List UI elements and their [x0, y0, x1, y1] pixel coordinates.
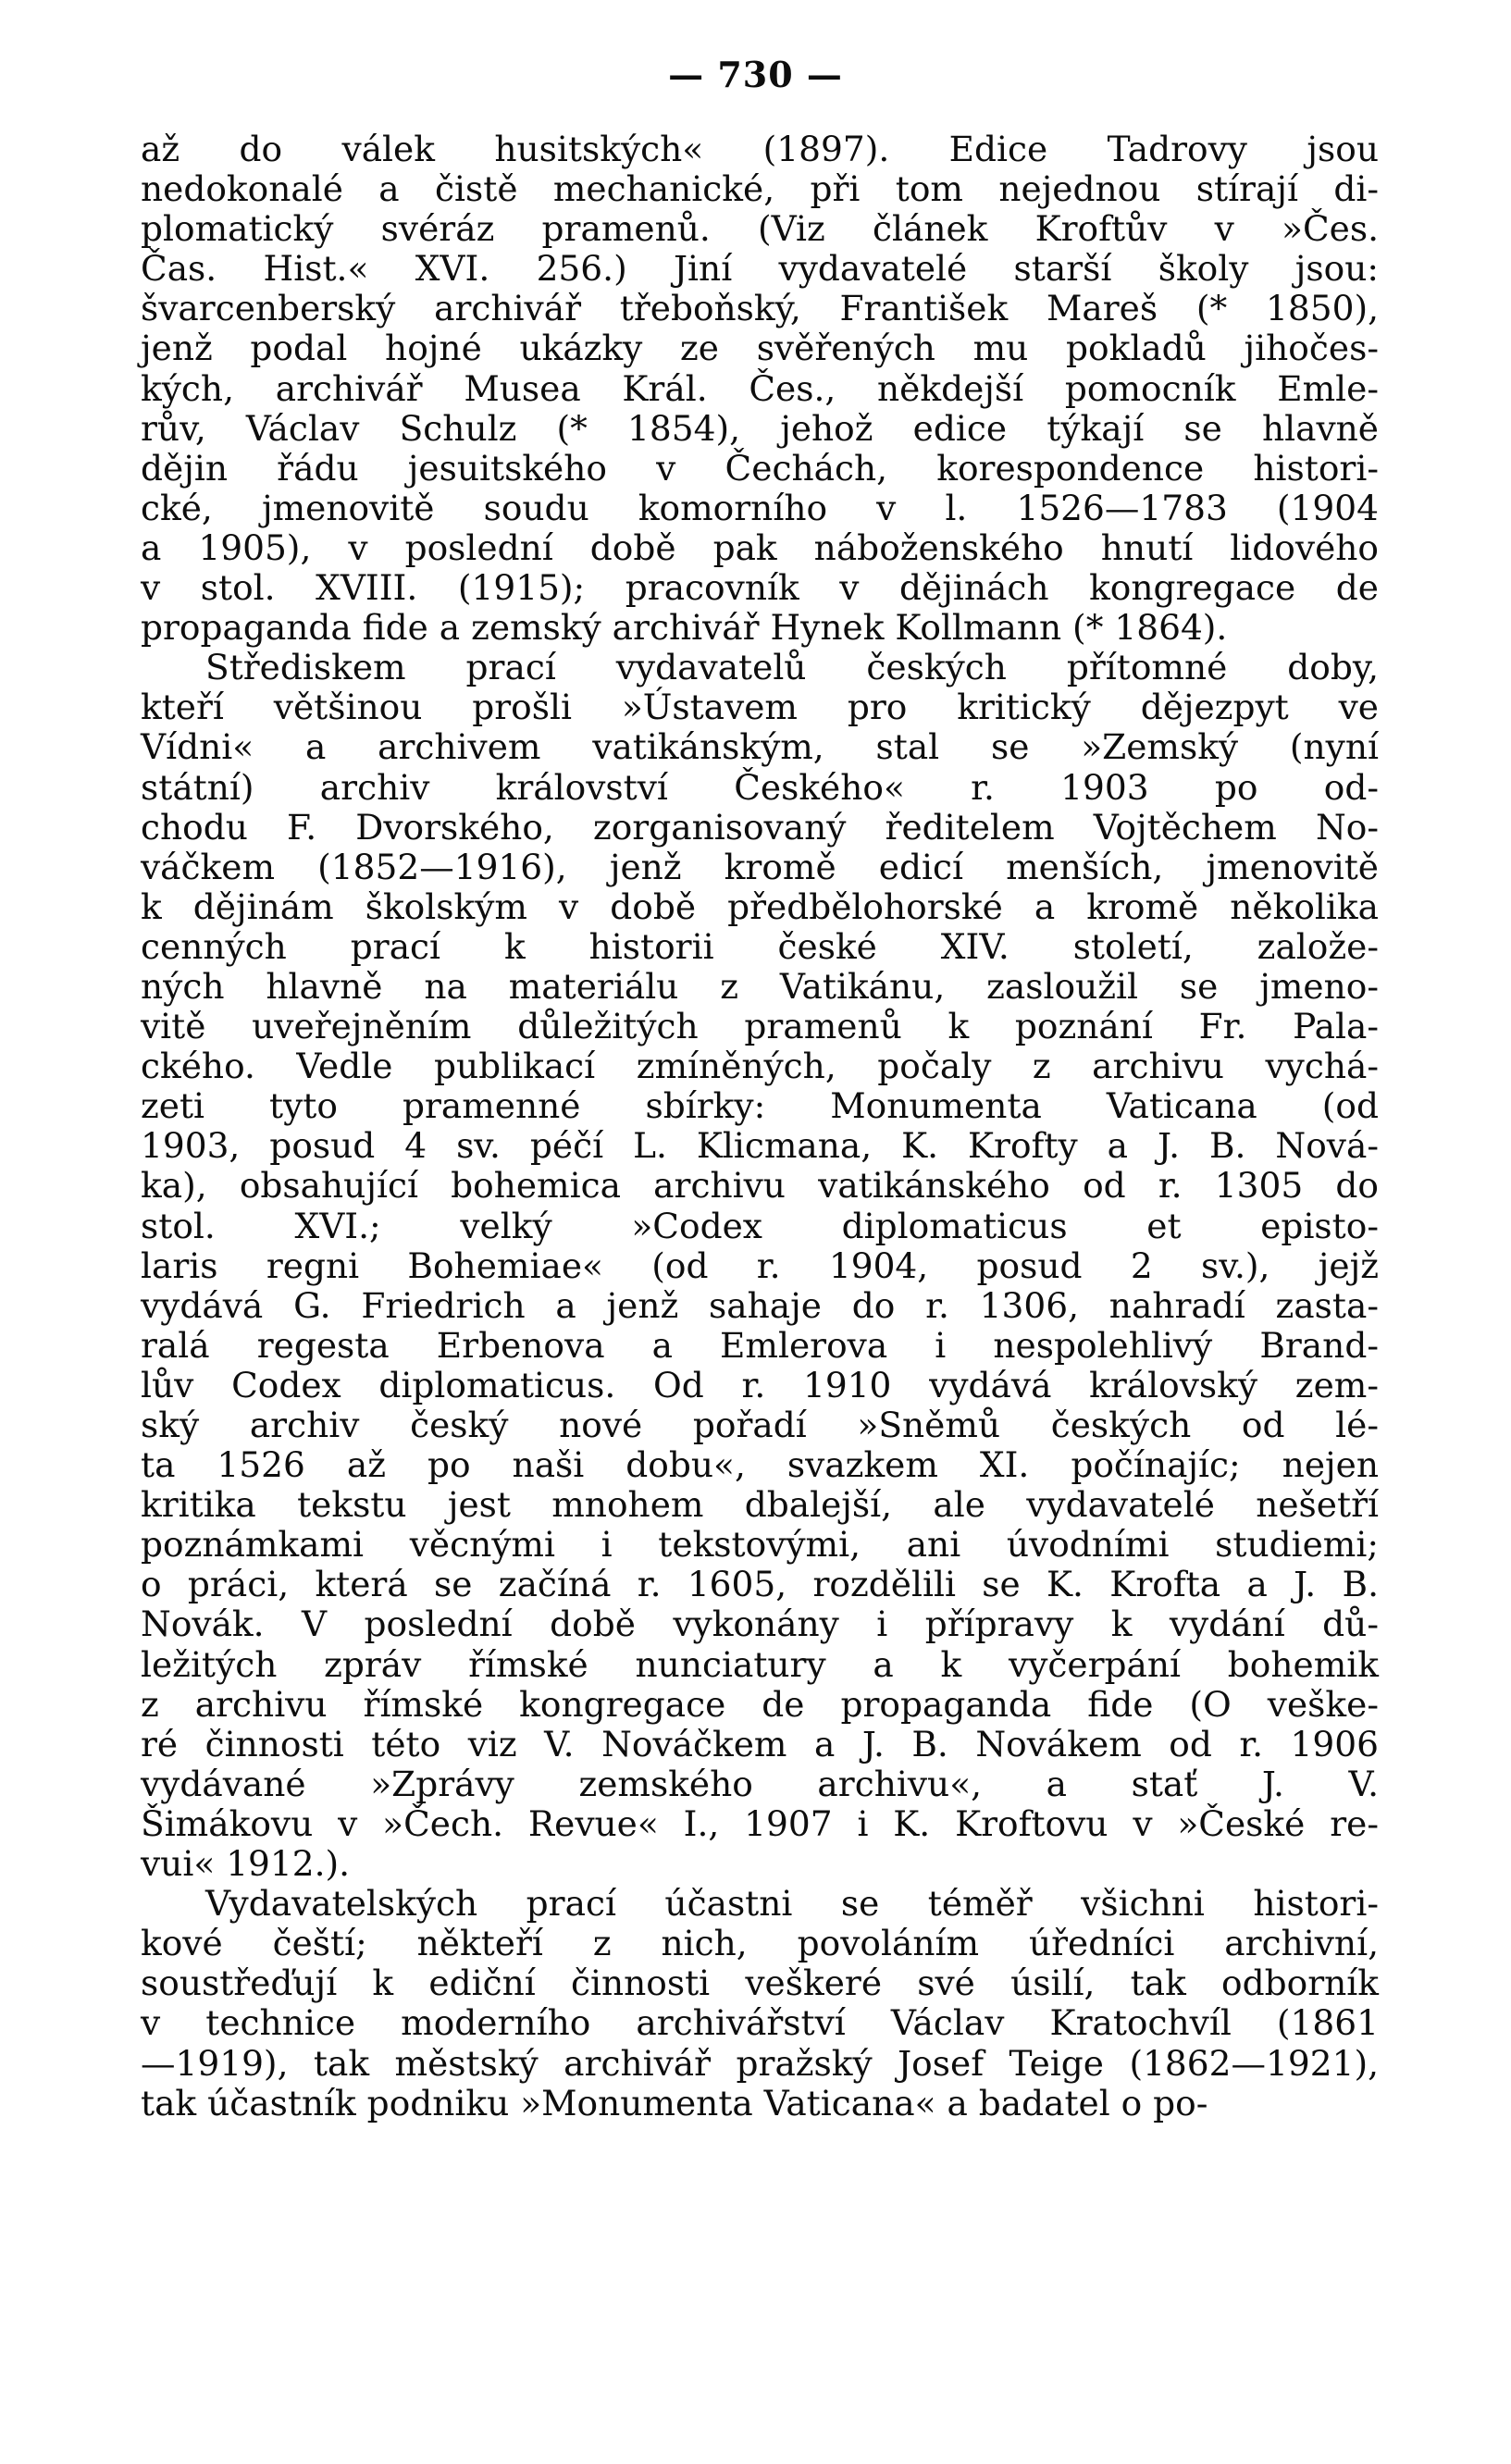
text-line: vitě uveřejněním důležitých pramenů k poznání Fr. Pala-	[141, 1006, 1379, 1047]
paragraph-container	[141, 130, 1379, 2123]
paragraph	[141, 648, 1379, 1884]
text-line: Vydavatelských prací účastni se téměř všichni histori-	[205, 1883, 1379, 1925]
text-line: ralá regesta Erbenova a Emlerova i nespolehlivý Brand-	[141, 1324, 1379, 1366]
text-line: laris regni Bohemiae« (od r. 1904, posud 2 sv.), jejž	[141, 1244, 1379, 1286]
text-line: cké, jmenovitě soudu komorního v l. 1526—1783 (1904	[141, 487, 1379, 528]
body-text	[141, 130, 1379, 2123]
paragraph	[141, 130, 1379, 648]
text-line: stol. XVI.; velký »Codex diplomaticus et episto-	[141, 1205, 1379, 1246]
text-line: v technice moderního archivářství Václav Kratochvíl (1861	[141, 2002, 1379, 2044]
text-line: dějin řádu jesuitského v Čechách, korespondence histori-	[141, 447, 1379, 489]
text-line: kové čeští; někteří z nich, povoláním úředníci archivní,	[141, 1923, 1379, 1964]
text-line: poznámkami věcnými i tekstovými, ani úvodními studiemi;	[141, 1524, 1379, 1566]
text-line: zeti tyto pramenné sbírky: Monumenta Vaticana (od	[141, 1085, 1379, 1127]
text-line: Střediskem prací vydavatelů českých přítomné doby,	[205, 647, 1379, 688]
text-line: švarcenberský archivář třeboňský, František Mareš (* 1850),	[141, 288, 1379, 329]
text-line: v stol. XVIII. (1915); pracovník v dějinách kongregace de	[141, 567, 1379, 609]
text-line: —1919), tak městský archivář pražský Josef Teige (1862—1921),	[141, 2042, 1379, 2084]
text-line: ta 1526 až po naši dobu«, svazkem XI. počínajíc; nejen	[141, 1444, 1379, 1486]
text-line: Šimákovu v »Čech. Revue« I., 1907 i K. Kroftovu v »České re-	[141, 1802, 1379, 1844]
text-line: ka), obsahující bohemica archivu vatikánského od r. 1305 do	[141, 1165, 1379, 1207]
text-line: 1903, posud 4 sv. péčí L. Klicmana, K. Krofty a J. B. Nová-	[141, 1125, 1379, 1167]
text-line: ský archiv český nové pořadí »Sněmů českých od lé-	[141, 1405, 1379, 1445]
text-line: vydávané »Zprávy zemského archivu«, a stať J. V.	[141, 1763, 1379, 1804]
text-line: plomatický svéráz pramenů. (Viz článek Kroftův v »Čes.	[141, 208, 1379, 250]
text-line: nedokonalé a čistě mechanické, při tom nejednou stírají di-	[141, 168, 1379, 210]
text-line: až do válek husitských« (1897). Edice Tadrovy jsou	[141, 129, 1379, 169]
text-line: propaganda fide a zemský archivář Hynek Kollmann (* 1864).	[141, 607, 1228, 649]
text-line: kteří většinou prošli »Ústavem pro kritický dějezpyt ve	[141, 687, 1379, 728]
text-line: Vídni« a archivem vatikánským, stal se »Zemský (nyní	[141, 726, 1379, 768]
text-line: rův, Václav Schulz (* 1854), jehož edice týkají se hlavně	[141, 407, 1379, 449]
text-line: k dějinám školským v době předbělohorské a kromě několika	[141, 885, 1379, 927]
text-line: váčkem (1852—1916), jenž kromě edicí menších, jmenovitě	[141, 846, 1379, 887]
text-line: vydává G. Friedrich a jenž sahaje do r. 1306, nahradí zasta-	[141, 1284, 1379, 1326]
text-line: a 1905), v poslední době pak náboženského hnutí lidového	[141, 526, 1379, 568]
text-line: ckého. Vedle publikací zmíněných, počaly z archivu vychá-	[141, 1046, 1379, 1087]
text-line: chodu F. Dvorského, zorganisovaný ředitelem Vojtěchem No-	[141, 806, 1379, 848]
text-line: z archivu římské kongregace de propaganda fide (O veške-	[141, 1683, 1379, 1725]
text-line: Novák. V poslední době vykonány i přípravy k vydání dů-	[141, 1603, 1379, 1645]
page-number: — 730 —	[668, 54, 843, 95]
text-line: vui« 1912.).	[141, 1843, 351, 1885]
text-line: státní) archiv království Českého« r. 1903 po od-	[141, 766, 1379, 808]
paragraph	[141, 1884, 1379, 2123]
text-line: soustřeďují k ediční činnosti veškeré své úsilí, tak odborník	[141, 1963, 1379, 2004]
text-line: kých, archivář Musea Král. Čes., někdejší pomocník Emle-	[141, 367, 1379, 409]
text-line: ných hlavně na materiálu z Vatikánu, zasloužil se jmeno-	[141, 965, 1379, 1007]
text-line: ré činnosti této viz V. Nováčkem a J. B. Novákem od r. 1906	[141, 1723, 1379, 1764]
text-line: jenž podal hojné ukázky ze svěřených mu pokladů jihočes-	[141, 328, 1379, 369]
text-line: kritika tekstu jest mnohem dbalejší, ale vydavatelé nešetří	[141, 1484, 1379, 1526]
text-line: Čas. Hist.« XVI. 256.) Jiní vydavatelé starší školy jsou:	[141, 248, 1379, 290]
text-line: ležitých zpráv římské nunciatury a k vyčerpání bohemik	[141, 1643, 1379, 1685]
text-line: cenných prací k historii české XIV. století, založe-	[141, 925, 1379, 967]
text-line: tak účastník podniku »Monumenta Vaticana« a badatel o po-	[141, 2082, 1208, 2123]
text-line: lův Codex diplomaticus. Od r. 1910 vydává královský zem-	[141, 1364, 1379, 1405]
text-line: o práci, která se začíná r. 1605, rozdělili se K. Krofta a J. B.	[141, 1564, 1379, 1605]
